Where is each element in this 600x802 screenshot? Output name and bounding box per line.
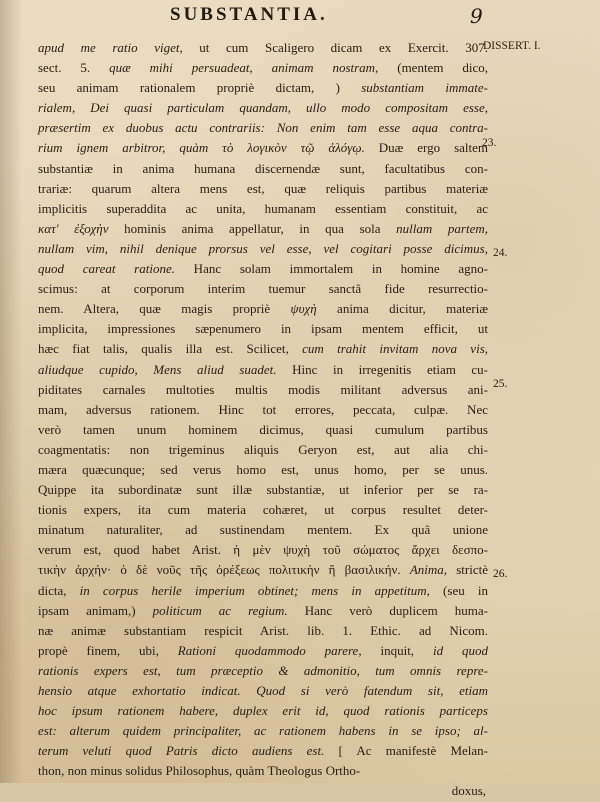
text-segment: Duæ ergo saltem	[364, 140, 489, 156]
italic-segment: rium ignem arbitror, quàm τὸ λογικὸν τῷ ἀλόγῳ.	[38, 140, 365, 156]
text-line	[38, 641, 488, 661]
italic-segment: hensio atque exhortatio indicat. Quod si verò fatendum sit, etiam	[38, 683, 488, 698]
text-segment: hæc fiat talis, qualis illa est. Scilicet,	[38, 341, 303, 357]
text-segment: Hinc in irregenitis etiam cu-	[276, 361, 489, 377]
catchword: doxus,	[451, 783, 486, 799]
text-segment: , ut cum Scaligero dicam ex Exercit. 307.	[179, 40, 488, 55]
text-line	[38, 681, 488, 701]
italic-segment: apud me ratio viget	[38, 40, 180, 55]
italic-segment: id quod	[432, 642, 488, 658]
text-segment: substantiæ in anima humana discernendæ sunt, facultatibus con-	[38, 160, 488, 176]
text-segment: sect. 5.	[38, 60, 110, 76]
gutter-shadow	[0, 0, 22, 783]
text-line	[38, 741, 488, 761]
text-line	[38, 701, 488, 721]
margin-note-24: 24.	[493, 247, 508, 259]
italic-segment: nullam vim, nihil denique prorsus vel esse, vel cogitari posse dicimus,	[38, 240, 488, 256]
italic-segment: aliudque cupido, Mens aliud suadet.	[38, 361, 277, 377]
text-line	[38, 581, 488, 601]
text-line	[38, 520, 488, 540]
text-segment: implicita, impressiones sæpenumero in ipsam mentem efficit, ut	[38, 321, 488, 337]
text-segment: ipsam animam,)	[38, 602, 153, 618]
running-head: SUBSTANTIA.	[170, 4, 328, 25]
text-line	[38, 380, 488, 400]
text-segment: piditates carnales multoties multis modis militant adversus ani-	[38, 381, 488, 397]
text-line	[38, 279, 488, 299]
text-line	[38, 339, 488, 359]
text-line	[38, 138, 488, 158]
text-line	[38, 560, 488, 580]
text-line	[38, 721, 488, 741]
text-segment: mæra quæcunque; sed verus homo est, unus homo, per se unus.	[38, 461, 488, 477]
text-line	[38, 78, 488, 98]
text-line	[38, 299, 488, 319]
italic-segment: terum veluti quod Patris dicto audiens est.	[38, 743, 325, 759]
text-segment: Quippe ita subordinatæ sunt illæ substantiæ, ut inferior per se ra-	[38, 482, 488, 498]
italic-segment: politicum ac regium.	[152, 602, 288, 618]
text-line	[38, 319, 488, 339]
page-number: 9	[470, 4, 483, 28]
text-segment: implicitis superaddita ac unita, humanam essentiam constituit, ac	[38, 200, 488, 216]
italic-segment: quæ mihi persuadeat, animam nostram	[109, 60, 376, 76]
text-line	[38, 601, 488, 621]
italic-segment: in corpus herile imperium obtinet; mens in appetitum,	[79, 582, 430, 598]
text-line	[38, 540, 488, 560]
text-line	[38, 400, 488, 420]
text-segment: coagmentatis: non trigeminus aliquis Geryon est, aut alia chi-	[38, 441, 488, 457]
italic-segment: rationis expers est, tum præceptio & admonitio, tum omnis repre-	[38, 662, 488, 678]
text-segment: τικὴν ἀρχήν· ὁ δὲ νοῦς τῆς ὀρέξεως πολιτικὴν ἢ βασιλικήν.	[38, 562, 410, 578]
text-segment: nem. Altera, quæ magis propriè	[38, 301, 291, 317]
text-segment: næ animæ substantiam respicit Arist. lib. 1. Ethic. ad Nicom.	[38, 622, 488, 638]
text-segment: tionis expers, ita cum materia cohæret, ut corpus resultet deter-	[38, 502, 488, 518]
text-line	[38, 118, 488, 138]
body-text	[38, 38, 488, 802]
text-line	[38, 259, 488, 279]
text-line	[38, 440, 488, 460]
text-line	[38, 480, 488, 500]
italic-segment: Rationi quodammodo parere	[177, 642, 359, 658]
text-line	[38, 420, 488, 440]
italic-segment: nullam partem,	[396, 220, 488, 236]
text-segment: mam, adversus rationem. Hinc tot errores, peccata, culpæ. Nec	[38, 401, 488, 417]
text-segment: hominis anima appellatur, in qua sola	[108, 220, 397, 236]
italic-segment: Anima,	[409, 562, 448, 578]
text-segment: , (mentem dico,	[375, 60, 488, 76]
text-line	[38, 500, 488, 520]
text-segment: strictè	[447, 562, 488, 578]
page-header	[0, 2, 600, 32]
margin-note-23: 23.	[482, 137, 497, 149]
text-segment: [ Ac manifestè Melan-	[324, 743, 488, 759]
text-line	[38, 58, 488, 78]
text-segment: anima dicitur, materiæ	[316, 301, 488, 317]
text-line	[38, 360, 488, 380]
text-segment: Hanc verò duplicem huma-	[287, 602, 488, 618]
text-segment: verò tamen unum hominem dicimus, quasi cumulum partibus	[38, 421, 488, 437]
italic-segment: cum trahit invitam nova vis,	[302, 341, 489, 357]
text-line	[38, 98, 488, 118]
text-line	[38, 199, 488, 219]
italic-segment: rialem, Dei quasi particulam quandam, ullo modo compositam esse,	[38, 100, 488, 116]
text-line	[38, 159, 488, 179]
margin-note-26: 26.	[493, 568, 508, 580]
text-segment: seu animam rationalem propriè dictam, )	[38, 80, 362, 96]
italic-segment: substantiam immate-	[361, 80, 488, 96]
italic-segment: est: alterum quidem principaliter, ac rationem habens in se ipso; al-	[38, 723, 488, 739]
text-segment: trariæ: quarum altera mens est, quæ reliquis partibus materiæ	[38, 180, 488, 196]
text-segment: thon, non minus solidus Philosophus, quàm Theologus Ortho-	[38, 763, 361, 779]
italic-segment: quod careat ratione.	[38, 261, 175, 277]
italic-segment: ψυχὴ	[290, 301, 317, 317]
text-segment: dicta,	[38, 582, 80, 598]
italic-segment: hoc ipsum rationem habere, duplex erit id, quod rationis particeps	[38, 703, 488, 719]
text-line	[38, 219, 488, 239]
text-line	[38, 460, 488, 480]
italic-segment: præsertim ex duobus actu contrariis: Non enim tam esse aqua contra-	[38, 120, 488, 136]
margin-section-label: DISSERT. I.	[483, 40, 541, 52]
text-line	[38, 661, 488, 681]
margin-note-25: 25.	[493, 378, 508, 390]
text-line	[38, 38, 488, 58]
text-segment: , inquit,	[358, 642, 433, 658]
text-line	[38, 621, 488, 641]
text-segment: (seu in	[429, 582, 488, 598]
text-line	[38, 761, 488, 781]
text-segment: scimus: at corporum interim tuemur sanctâ fide resurrectio-	[38, 281, 488, 297]
text-line	[38, 179, 488, 199]
text-line	[38, 239, 488, 259]
text-segment: propè finem, ubi,	[38, 642, 178, 658]
text-segment: Hanc solam immortalem in homine agno-	[174, 261, 488, 277]
text-segment: verum est, quod habet Arist. ἡ μὲν ψυχὴ τοῦ σώματος ἄρχει δεσπο-	[38, 542, 488, 558]
text-segment: minatum naturaliter, ad sustinendam mentem. Ex quâ unione	[38, 522, 488, 538]
italic-segment: κατ' ἐξοχὴν	[38, 220, 109, 236]
